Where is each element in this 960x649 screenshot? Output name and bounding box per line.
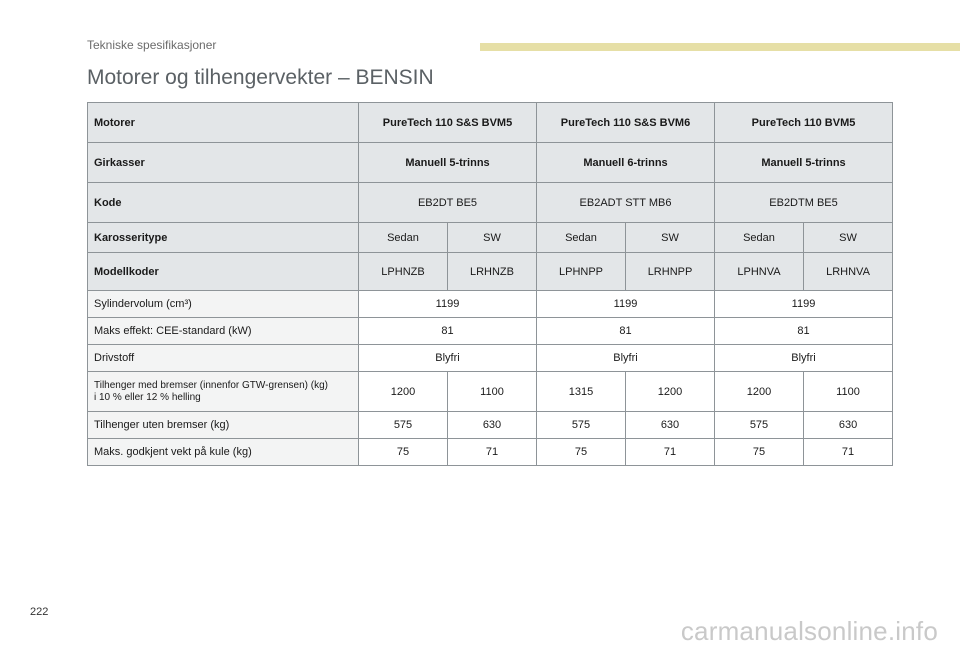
table-cell: 1200 [626,372,715,412]
table-cell: Blyfri [359,345,537,372]
table-cell: Sedan [715,223,804,253]
table-cell: 630 [804,412,893,439]
table-cell: Manuell 5-trinns [715,143,893,183]
table-cell: 1200 [359,372,448,412]
table-row-girkasser [88,143,893,183]
table-cell: Sedan [537,223,626,253]
table-cell: 71 [626,439,715,466]
table-cell: LPHNVA [715,253,804,291]
table-row-sylindervolum [88,291,893,318]
table-cell: 1200 [715,372,804,412]
table-cell: EB2DT BE5 [359,183,537,223]
table-cell: SW [626,223,715,253]
table-cell: LRHNVA [804,253,893,291]
table-cell: Blyfri [537,345,715,372]
table-cell: 1199 [537,291,715,318]
table-cell: 75 [359,439,448,466]
row-label: Kode [88,183,359,223]
table-cell: EB2ADT STT MB6 [537,183,715,223]
spec-table [87,102,893,466]
table-cell: 71 [448,439,537,466]
table-cell: 81 [715,318,893,345]
table-row-modellkoder [88,253,893,291]
table-cell: 75 [537,439,626,466]
table-cell: 630 [448,412,537,439]
header-accent-bar [480,43,960,51]
row-label-line1: Tilhenger med bremser (innenfor GTW-grensen) (kg) [94,379,328,391]
table-cell: PureTech 110 S&S BVM6 [537,103,715,143]
row-label: Girkasser [88,143,359,183]
table-cell: Manuell 6-trinns [537,143,715,183]
table-row-tilhenger-uten-bremser [88,412,893,439]
row-label: Maks. godkjent vekt på kule (kg) [88,439,359,466]
table-cell: 575 [715,412,804,439]
table-cell: Manuell 5-trinns [359,143,537,183]
table-cell: 1199 [715,291,893,318]
table-cell: LRHNPP [626,253,715,291]
table-cell: LRHNZB [448,253,537,291]
row-label: Motorer [88,103,359,143]
section-label: Tekniske spesifikasjoner [87,38,217,52]
table-row-kule [88,439,893,466]
row-label: Karosseritype [88,223,359,253]
table-cell: 75 [715,439,804,466]
table-cell: 575 [537,412,626,439]
table-cell: 1100 [804,372,893,412]
table-row-tilhenger-med-bremser [88,372,893,412]
table-cell: PureTech 110 BVM5 [715,103,893,143]
table-cell: 71 [804,439,893,466]
table-row-kode [88,183,893,223]
table-cell: 1315 [537,372,626,412]
row-label [88,372,359,412]
table-row-motorer [88,103,893,143]
row-label-line2: i 10 % eller 12 % helling [94,391,201,403]
row-label: Tilhenger uten bremser (kg) [88,412,359,439]
table-row-karosseritype [88,223,893,253]
table-cell: 81 [359,318,537,345]
table-cell: Blyfri [715,345,893,372]
table-cell: 1100 [448,372,537,412]
page-number: 222 [30,606,49,618]
table-cell: EB2DTM BE5 [715,183,893,223]
watermark: carmanualsonline.info [680,616,938,646]
table-cell: PureTech 110 S&S BVM5 [359,103,537,143]
row-label: Maks effekt: CEE-standard (kW) [88,318,359,345]
table-row-drivstoff [88,345,893,372]
table-cell: SW [804,223,893,253]
table-cell: SW [448,223,537,253]
table-cell: 630 [626,412,715,439]
table-row-effekt [88,318,893,345]
row-label: Sylindervolum (cm³) [88,291,359,318]
table-cell: Sedan [359,223,448,253]
table-cell: LPHNPP [537,253,626,291]
row-label: Drivstoff [88,345,359,372]
table-cell: 1199 [359,291,537,318]
table-cell: 575 [359,412,448,439]
row-label: Modellkoder [88,253,359,291]
page-title: Motorer og tilhengervekter – BENSIN [87,66,434,89]
table-cell: 81 [537,318,715,345]
table-cell: LPHNZB [359,253,448,291]
